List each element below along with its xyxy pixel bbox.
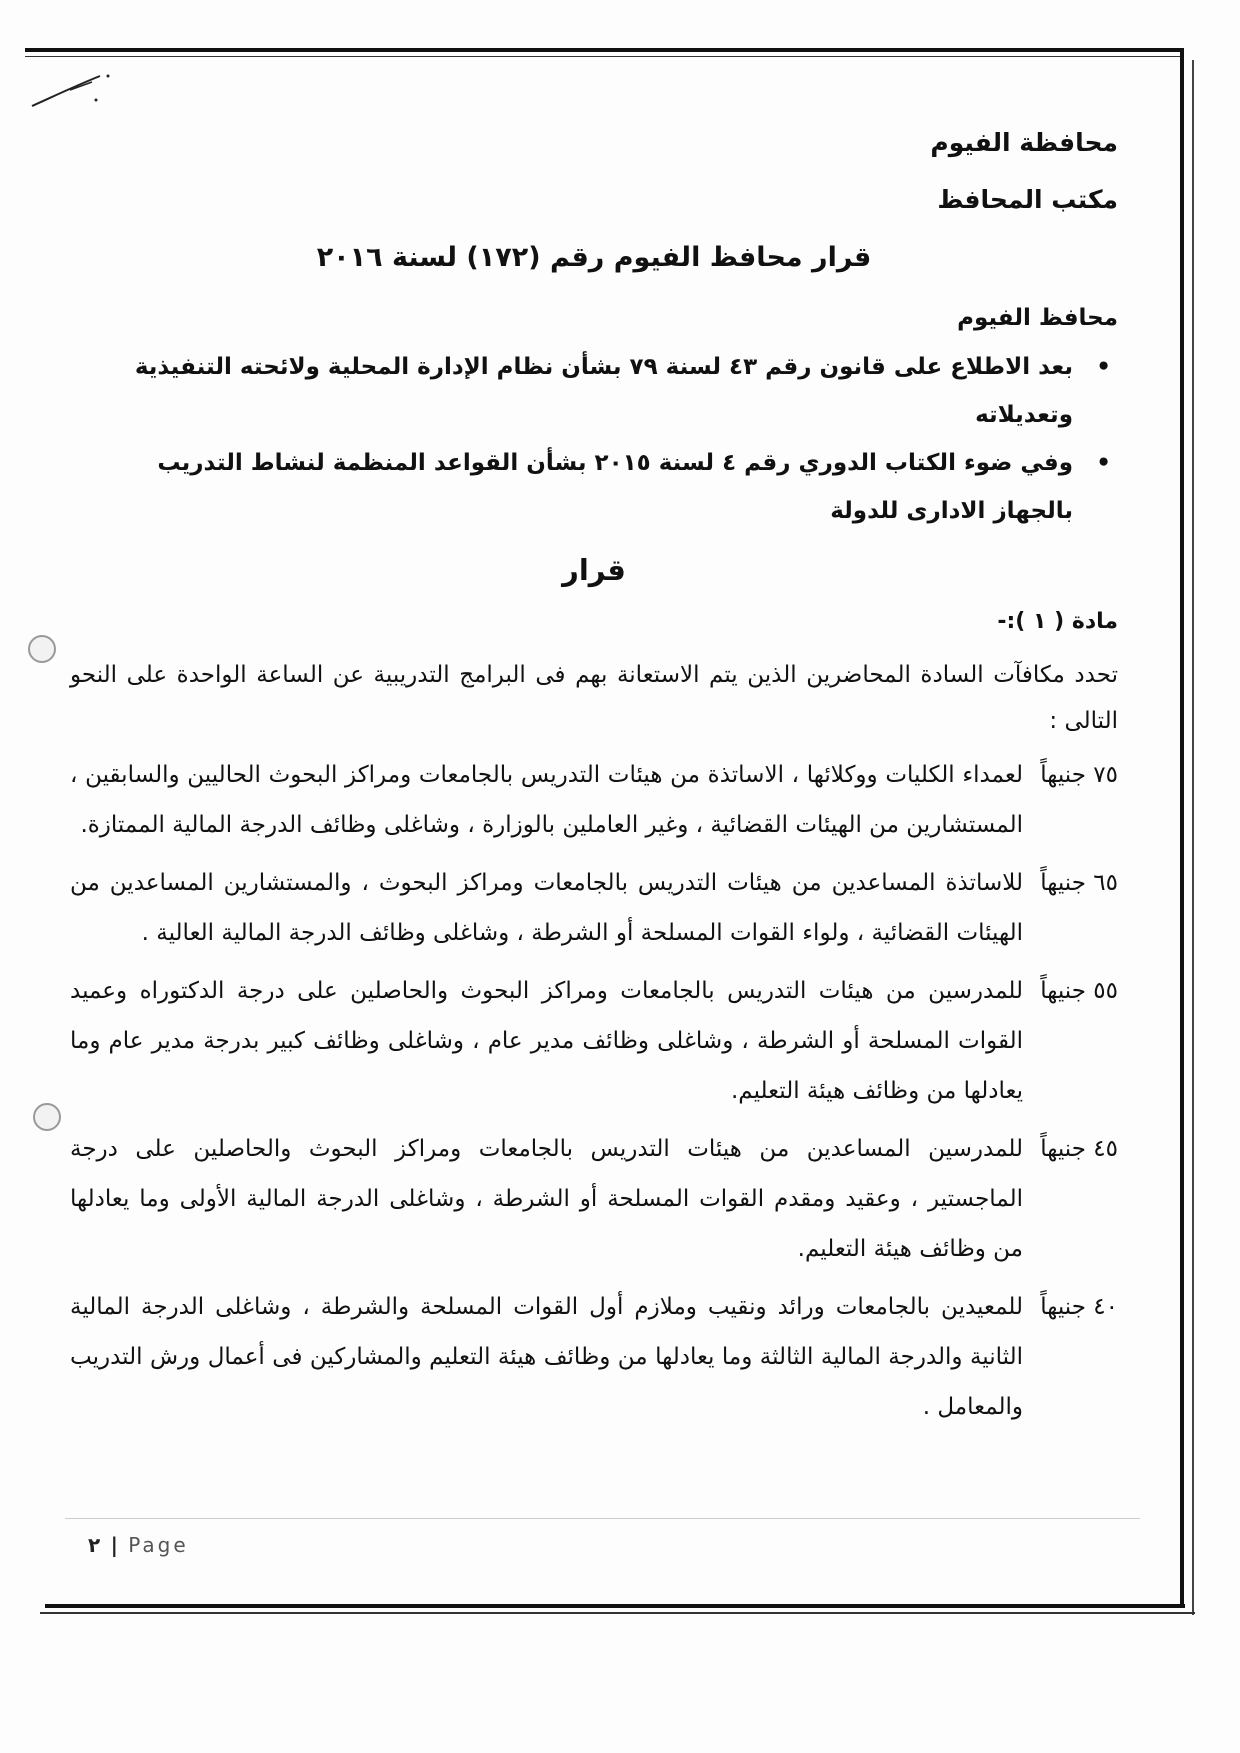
bullet-icon: • (1096, 354, 1111, 380)
rate-description: للمدرسين من هيئات التدريس بالجامعات ومراكز البحوث والحاصلين على درجة الدكتوراه وعميد القوات المسلحة أو الشرطة ، وشاغلى وظائف مدير عام ، وشاغلى وظائف كبير بدرجة مدير عام وما يعادلها من وظائف هيئة التعليم. (70, 978, 1023, 1104)
rate-description: للمعيدين بالجامعات ورائد ونقيب وملازم أول القوات المسلحة والشرطة ، وشاغلى الدرجة المالية الثانية والدرجة المالية الثالثة وما يعادلها من وظائف هيئة التعليم والمشاركين فى أعمال ورش التدريب والمعامل . (70, 1294, 1023, 1420)
rate-description: للاساتذة المساعدين من هيئات التدريس بالجامعات ومراكز البحوث ، والمستشارين المساعدين من الهيئات القضائية ، ولواء القوات المسلحة أو الشرطة ، وشاغلى وظائف الدرجة المالية العالية . (70, 870, 1023, 946)
article-label: مادة ( ١ ):- (997, 609, 1118, 634)
decree-title: قرار محافظ الفيوم رقم (١٧٢) لسنة ٢٠١٦ (316, 242, 872, 273)
rate-item (70, 1124, 1118, 1274)
binder-hole-icon (28, 635, 56, 663)
binder-hole-icon (33, 1103, 61, 1131)
rate-description: للمدرسين المساعدين من هيئات التدريس بالجامعات ومراكز البحوث والحاصلين على درجة الماجستير ، وعقيد ومقدم القوات المسلحة أو الشرطة ، وشاغلى الدرجة المالية الأولى وما يعادلها من وظائف هيئة التعليم. (70, 1136, 1023, 1262)
rate-amount: ٥٥ جنيهاً (1040, 978, 1118, 1004)
page-number: ٢ (88, 1533, 101, 1557)
frame-top-inner-border (25, 56, 1183, 57)
rate-amount: ٦٥ جنيهاً (1040, 870, 1118, 896)
rate-amount: ٤٠ جنيهاً (1040, 1294, 1118, 1320)
frame-bottom-inner-border (40, 1612, 1195, 1614)
page-separator: | (110, 1533, 118, 1557)
rate-amount: ٧٥ جنيهاً (1040, 762, 1118, 788)
preamble-clauses (70, 343, 1118, 535)
preamble-clause (70, 343, 1111, 439)
article-intro: تحدد مكافآت السادة المحاضرين الذين يتم الاستعانة بهم فى البرامج التدريبية عن الساعة الواحدة على النحو التالى : (70, 662, 1118, 734)
footer-rule (65, 1518, 1140, 1519)
rate-item (70, 1282, 1118, 1432)
frame-right-inner-border (1192, 60, 1194, 1615)
frame-bottom-border (45, 1604, 1185, 1608)
handwritten-mark-icon (30, 68, 120, 113)
preamble-clause-text: بعد الاطلاع على قانون رقم ٤٣ لسنة ٧٩ بشأن نظام الإدارة المحلية ولائحته التنفيذية وتعديلاته (134, 354, 1073, 428)
preamble-clause (70, 439, 1111, 535)
rate-description: لعمداء الكليات ووكلائها ، الاساتذة من هيئات التدريس بالجامعات ومراكز البحوث الحاليين والسابقين ، المستشارين من الهيئات القضائية ، وغير العاملين بالوزارة ، وشاغلى وظائف الدرجة المالية الممتازة. (70, 762, 1023, 838)
frame-right-border (1180, 48, 1184, 1608)
frame-top-border (25, 48, 1183, 52)
bullet-icon: • (1096, 450, 1111, 476)
preamble-clause-text: وفي ضوء الكتاب الدوري رقم ٤ لسنة ٢٠١٥ بشأن القواعد المنظمة لنشاط التدريب بالجهاز الادارى للدولة (157, 450, 1073, 524)
rate-amount: ٤٥ جنيهاً (1040, 1136, 1118, 1162)
decision-heading: قرار (562, 553, 626, 587)
rate-item (70, 858, 1118, 958)
rate-item (70, 750, 1118, 850)
office-name: مكتب المحافظ (937, 185, 1118, 214)
preamble-issuer: محافظ الفيوم (957, 305, 1118, 331)
rate-item (70, 966, 1118, 1116)
document-body (70, 128, 1118, 1440)
governorate-name: محافظة الفيوم (930, 128, 1118, 157)
page-footer (88, 1533, 189, 1557)
page-word: Page (128, 1533, 189, 1557)
